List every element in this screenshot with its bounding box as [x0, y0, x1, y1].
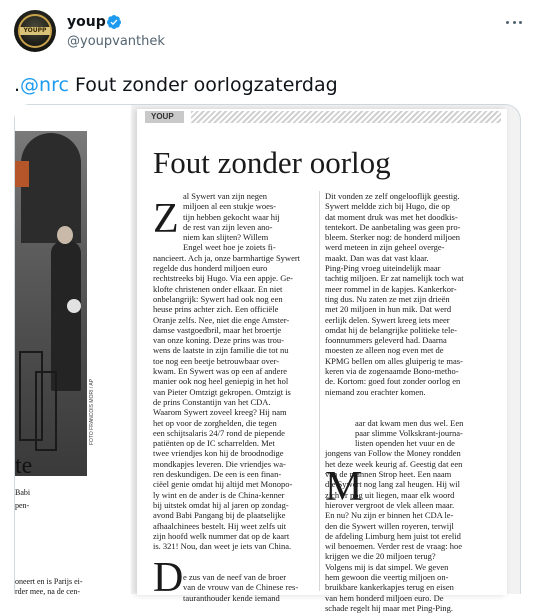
- article-line: Volgens mij is dat simpel. We geven: [325, 561, 449, 572]
- left-page-line: Babi: [15, 488, 31, 497]
- article-line: ren deskundigen. De een is een finan-: [153, 469, 282, 480]
- article-line: krijgen we die 20 miljoen terug?: [325, 551, 436, 562]
- article-line: tentekort. De aanbetaling was geen pro-: [325, 221, 461, 232]
- article-line: hem gewoon die veertig miljoen on-: [325, 571, 449, 582]
- rubric-tag: YOUP: [145, 111, 184, 123]
- article-line: tachtig miljoen. Er zat namelijk toch wat: [325, 273, 464, 284]
- article-line: den die Sywert willen royeren, terwijl: [325, 520, 454, 531]
- article-line: van de vrouw van de Chinese res-: [183, 582, 299, 593]
- article-line: [325, 397, 493, 407]
- dropcap: D: [153, 555, 184, 601]
- article-line: patiënten op de IC scharrelden. Met: [153, 438, 275, 449]
- left-page-line: oneert en is Parijs ei-: [15, 577, 83, 586]
- article-line: de prins Constantijn van het CDA.: [153, 396, 271, 407]
- article-line: listen openden het vuur en de: [355, 438, 455, 449]
- article-line: zijn hoofd welk nummer dat op de kaart: [153, 530, 290, 541]
- article-line: afhaalchinees bestelt. Hij weet zelfs uit: [153, 520, 287, 531]
- article-line: toe nog een beetje betrouwbaar over-: [153, 355, 280, 366]
- article-line: schade regelt hij maar met Ping-Ping.: [325, 602, 453, 613]
- article-line: Ping-Ping vroeg uiteindelijk maar: [325, 263, 441, 274]
- article-line: die Sywert nog lang zal heugen. Hij wil: [325, 479, 461, 490]
- article-line: kwam. En Sywert was op een af andere: [153, 366, 288, 377]
- article-line: van de mannen Strop heet. Een naam: [325, 469, 452, 480]
- article-line: foonnummers geleverd had. Daarna: [325, 335, 447, 346]
- article-line: En nu? Nu zijn er binnen het CDA le-: [325, 510, 454, 521]
- article-line: KPMG bellen om alles gluiperig te mas-: [325, 355, 463, 366]
- article-line: niem kan slijten? Willem: [183, 232, 269, 243]
- article-line: meer rommel in de kapjes. Kankerkor-: [325, 283, 457, 294]
- article-line: het deze week keurig af. Geestig dat een: [325, 458, 463, 469]
- column-rubric: [145, 111, 501, 123]
- article-column-2: [325, 191, 493, 613]
- article-page: [137, 109, 507, 613]
- tweet-text: [14, 72, 338, 98]
- article-line: ting dus. Nu zaten ze met zijn drieën: [325, 293, 450, 304]
- mention-link[interactable]: @nrc: [20, 74, 69, 96]
- verified-badge-icon: [106, 14, 122, 30]
- article-line: onbelangrijk: Sywert had ook nog een: [153, 293, 283, 304]
- dropcap: Z: [153, 196, 179, 242]
- article-line: twee vriendjes kon hij de broodnodige: [153, 448, 284, 459]
- article-headline: Fout zonder oorlog: [153, 145, 391, 180]
- article-line: aar dat kwam men dus wel. Een: [355, 417, 464, 428]
- article-line: Waarom Sywert zoveel kreeg? Hij nam: [153, 407, 287, 418]
- article-line: Sywert meldde zich bij Hugo, die op: [325, 201, 450, 212]
- article-line: heuse prins achter zich. Een officiële: [153, 304, 279, 315]
- left-newspaper-page: [15, 105, 131, 595]
- photo-credit: FOTO FRANCOIS MORI / AP: [89, 378, 95, 445]
- article-line: [153, 562, 315, 572]
- article-column-1: [153, 191, 315, 603]
- article-line: van hem honderd miljoen euro. De: [325, 592, 444, 603]
- article-line: wens de laatste in zijn familie die tot nu: [153, 345, 289, 356]
- article-line: klofte christenen onder elkaar. En niet: [153, 283, 283, 294]
- article-line: bleem. Sterker nog: de honderd miljoen: [325, 232, 461, 243]
- article-line: Dit vonden ze zelf ongelooflijk geestig.: [325, 191, 460, 201]
- article-line: nancieert. Ach ja, onze barmhartige Sywert: [153, 252, 301, 263]
- article-line: tauranthouder kende iemand: [183, 592, 280, 603]
- article-line: avond Babi Pangang bij de plaatselijke: [153, 510, 286, 521]
- article-line: de afdeling Limburg hem juist tot erelid: [325, 530, 461, 541]
- news-photo: [15, 131, 87, 476]
- dropcap: M: [325, 464, 363, 510]
- article-line: hierover vergroot de vlek alleen maar.: [325, 499, 455, 510]
- article-line: Oranje zelfs. Nee, niet die enge Amster-: [153, 314, 290, 325]
- article-line: een schijtsalaris 24/7 rond de piepende: [153, 427, 285, 438]
- article-line: bruikbare kankerkapjes terug en eisen: [325, 582, 454, 593]
- tweet-text-body: Fout zonder oorlogzaterdag: [68, 74, 338, 96]
- article-line: bij uitstek omdat hij al jaren op zondag-: [153, 499, 289, 510]
- article-line: niemand zou erachter komen.: [325, 386, 426, 397]
- article-line: werd meteen in zijn geheel overge-: [325, 242, 445, 253]
- article-line: manier ook nog heel geniepig in het hol: [153, 376, 289, 387]
- column-divider: [319, 191, 320, 591]
- article-line: Engel weet hoe je zoiets fi-: [183, 242, 276, 253]
- article-line: [153, 551, 315, 561]
- tweet-media-image[interactable]: [14, 104, 521, 613]
- article-line: dat moment druk was met het doodkis-: [325, 211, 458, 222]
- article-line: de rest van zijn leven ano-: [183, 221, 273, 232]
- article-line: e zus van de neef van de broer: [183, 571, 287, 582]
- article-line: moesten ze alleen nog even met de: [325, 345, 444, 356]
- article-line: is. 321! Nou, dan weet je iets van China.: [153, 541, 292, 552]
- article-line: het op voor de zorghelden, die tegen: [153, 417, 277, 428]
- article-line: ly wint en de ander is de China-kenner: [153, 489, 285, 500]
- display-name[interactable]: youp: [67, 14, 106, 30]
- article-line: zich er nog uit liegen, maar elk woord: [325, 489, 455, 500]
- article-line: met 20 miljoen in hun mik. Dat werd: [325, 304, 452, 315]
- article-line: tijn hebben gekocht waar hij: [183, 211, 280, 222]
- article-line: mondkapjes leveren. Die vriendjes wa-: [153, 458, 286, 469]
- article-line: keren via de zogenaamde Bono-metho-: [325, 366, 459, 377]
- article-line: regelde dus honderd miljoen euro: [153, 263, 268, 274]
- article-line: miljoen al een stukje woes-: [183, 201, 277, 212]
- article-line: al Sywert van zijn negen: [183, 191, 268, 201]
- more-options-icon[interactable]: [504, 14, 524, 30]
- tweet-header: [0, 0, 535, 70]
- avatar-label: YOUPP: [20, 27, 50, 35]
- article-line: ciëel genie omdat hij altijd met Monopo-: [153, 479, 293, 490]
- article-line: [325, 407, 493, 417]
- article-line: de. Kortom: goed fout zonder oorlog en: [325, 376, 461, 387]
- tweet-text-prefix: .: [14, 74, 21, 96]
- article-line: eerlijk delen. Sywert kreeg iets meer: [325, 314, 450, 325]
- handle[interactable]: @youpvanthek: [67, 34, 165, 49]
- article-line: rechtstreeks bij Hugo. Via een appje. Ge-: [153, 273, 294, 284]
- article-line: wil benoemen. Verder rest de vraag: hoe: [325, 541, 462, 552]
- article-line: van onze koning. Deze prins was trou-: [153, 335, 285, 346]
- article-line: van Pieter Omtzigt gekropen. Omtzigt is: [153, 386, 291, 397]
- left-page-line: pen-: [15, 501, 30, 510]
- left-page-line: rder mee, na de cen-: [15, 587, 81, 596]
- article-line: damse vastgoedbril, maar het broertje: [153, 324, 282, 335]
- article-line: paar slimme Volkskrant-journa-: [355, 427, 463, 438]
- article-line: omdat hij de belangrijke politieke tele-: [325, 324, 457, 335]
- article-line: jongens van Follow the Money rondden: [325, 448, 461, 459]
- article-line: maakt. Dan was dat vast klaar.: [325, 252, 429, 263]
- avatar[interactable]: [14, 10, 56, 52]
- left-page-heading-fragment: te: [15, 453, 33, 479]
